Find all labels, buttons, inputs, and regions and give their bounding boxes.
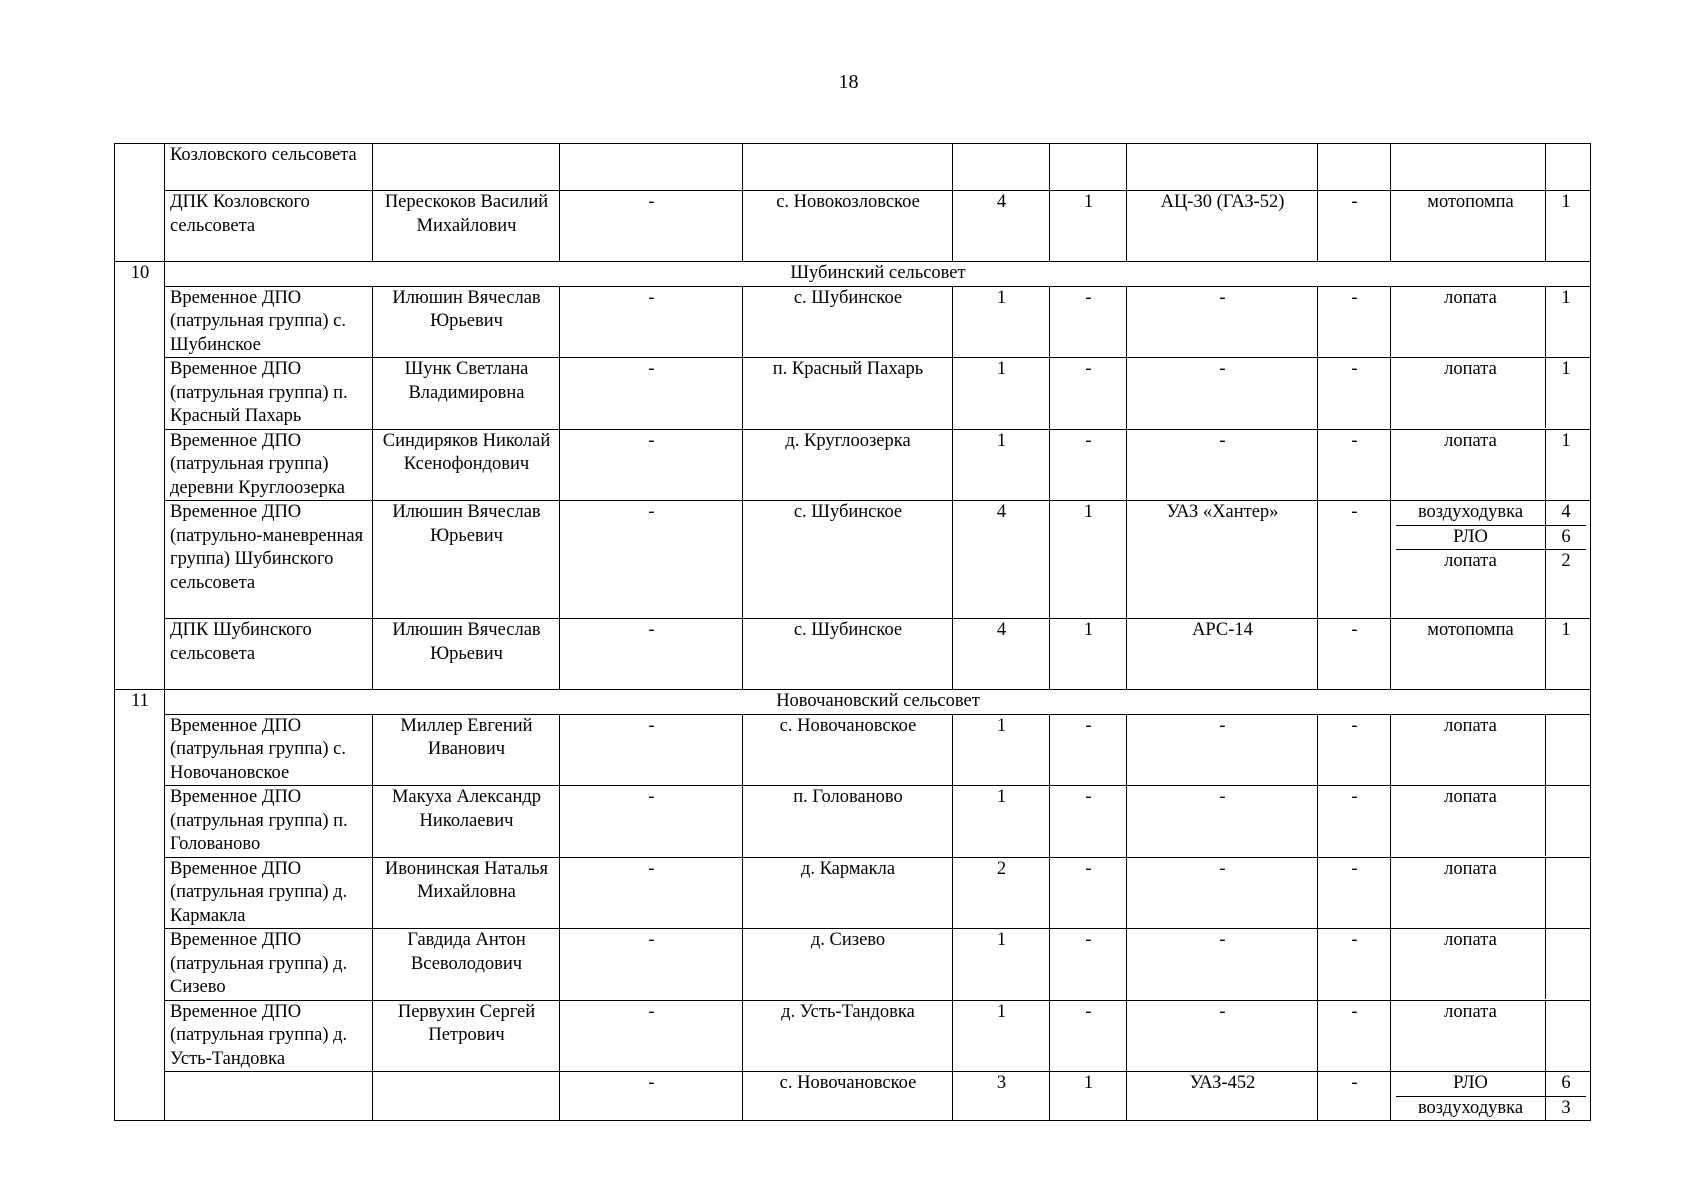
- units-cell: -: [1050, 429, 1127, 501]
- location-cell: с. Шубинское: [743, 619, 953, 690]
- head-cell: Макуха Александр Николаевич: [373, 786, 560, 858]
- equipment-count: [1546, 1001, 1587, 1071]
- equipment-cell: [1391, 1000, 1591, 1072]
- head-cell: Перескоков Василий Михайлович: [373, 191, 560, 262]
- col3-cell: -: [560, 929, 743, 1001]
- org-name-cell: Временное ДПО (патрульная группа) с. Новочановское: [165, 714, 373, 786]
- col3-cell: -: [560, 1072, 743, 1121]
- vehicle-cell: -: [1127, 857, 1318, 929]
- equipment-name: лопата: [1444, 1001, 1497, 1022]
- number-cell: [115, 144, 165, 262]
- col8-cell: [1318, 144, 1391, 191]
- vehicle-cell: -: [1127, 1000, 1318, 1072]
- org-name-cell: Временное ДПО (патрульная группа) п. Красный Пахарь: [165, 358, 373, 430]
- equipment-name: мотопомпа: [1427, 192, 1514, 212]
- equipment-count: 1: [1546, 191, 1587, 261]
- vehicle-cell: -: [1127, 286, 1318, 358]
- units-cell: 1: [1050, 1072, 1127, 1121]
- equipment-name: лопата: [1444, 787, 1497, 807]
- units-cell: -: [1050, 358, 1127, 430]
- table-row: [115, 1000, 1591, 1072]
- head-cell: Илюшин Вячеслав Юрьевич: [373, 501, 560, 619]
- table-row: [115, 857, 1591, 929]
- head-cell: Гавдида Антон Всеволодович: [373, 929, 560, 1001]
- col3-cell: -: [560, 286, 743, 358]
- org-name-cell: [165, 1072, 373, 1121]
- equipment-cell: [1391, 191, 1591, 262]
- people-cell: 1: [953, 929, 1050, 1001]
- equipment-name: лопата: [1444, 858, 1497, 879]
- section-number: 11: [115, 690, 165, 1121]
- head-cell: Шунк Светлана Владимировна: [373, 358, 560, 430]
- org-name-cell: Временное ДПО (патрульная группа) деревни Круглоозерка: [165, 429, 373, 501]
- col3-cell: -: [560, 786, 743, 858]
- vehicle-cell: АРС-14: [1127, 619, 1318, 690]
- units-cell: -: [1050, 786, 1127, 858]
- page-number: 18: [838, 71, 859, 93]
- equipment-cell: [1391, 929, 1591, 1001]
- head-cell: [373, 144, 560, 191]
- org-name-cell: Временное ДПО (патрульная группа) п. Голованово: [165, 786, 373, 858]
- people-cell: 4: [953, 619, 1050, 690]
- col8-cell: -: [1318, 619, 1391, 690]
- location-cell: с. Новочановское: [743, 714, 953, 786]
- equipment-name: воздуходувка: [1417, 502, 1524, 522]
- col8-cell: -: [1318, 929, 1391, 1001]
- people-cell: 1: [953, 786, 1050, 858]
- units-cell: -: [1050, 714, 1127, 786]
- location-cell: с. Шубинское: [743, 286, 953, 358]
- equipment-count: [1546, 786, 1587, 856]
- col8-cell: -: [1318, 286, 1391, 358]
- people-cell: 1: [953, 429, 1050, 501]
- org-name-cell: ДПК Козловского сельсовета: [165, 191, 373, 262]
- vehicle-cell: -: [1127, 786, 1318, 858]
- location-cell: д. Усть-Тандовка: [743, 1000, 953, 1072]
- col8-cell: -: [1318, 429, 1391, 501]
- people-cell: 2: [953, 857, 1050, 929]
- table-row: [115, 501, 1591, 619]
- equipment-count: 6: [1546, 525, 1587, 550]
- table-row: [115, 1072, 1591, 1121]
- col8-cell: -: [1318, 786, 1391, 858]
- table-row: [115, 144, 1591, 191]
- equipment-count: 6: [1546, 1072, 1587, 1096]
- location-cell: с. Шубинское: [743, 501, 953, 619]
- equipment-count: [1546, 929, 1587, 999]
- equipment-name: РЛО: [1453, 1073, 1488, 1093]
- equipment-cell: [1391, 358, 1591, 430]
- units-cell: -: [1050, 857, 1127, 929]
- head-cell: Первухин Сергей Петрович: [373, 1000, 560, 1072]
- head-cell: [373, 1072, 560, 1121]
- head-cell: Илюшин Вячеслав Юрьевич: [373, 619, 560, 690]
- equipment-cell: [1391, 429, 1591, 501]
- org-name-cell: Временное ДПО (патрульная группа) с. Шубинское: [165, 286, 373, 358]
- location-cell: д. Сизево: [743, 929, 953, 1001]
- col8-cell: -: [1318, 857, 1391, 929]
- units-cell: 1: [1050, 619, 1127, 690]
- table-body: [115, 144, 1591, 1121]
- equipment-name: лопата: [1444, 930, 1497, 950]
- table-row: [115, 191, 1591, 262]
- people-cell: 1: [953, 358, 1050, 430]
- people-cell: 4: [953, 191, 1050, 262]
- col8-cell: -: [1318, 358, 1391, 430]
- equipment-count: 3: [1546, 1096, 1587, 1120]
- col8-cell: -: [1318, 1000, 1391, 1072]
- head-cell: Илюшин Вячеслав Юрьевич: [373, 286, 560, 358]
- units-cell: 1: [1050, 501, 1127, 619]
- col3-cell: -: [560, 191, 743, 262]
- equipment-cell: [1391, 619, 1591, 690]
- equipment-name: лопата: [1444, 287, 1497, 308]
- people-cell: 3: [953, 1072, 1050, 1121]
- units-cell: -: [1050, 1000, 1127, 1072]
- table-row: [115, 619, 1591, 690]
- equipment-count: 1: [1546, 358, 1587, 428]
- location-cell: п. Голованово: [743, 786, 953, 858]
- people-cell: 1: [953, 714, 1050, 786]
- head-cell: Миллер Евгений Иванович: [373, 714, 560, 786]
- equipment-name: РЛО: [1396, 525, 1546, 550]
- vehicle-cell: -: [1127, 358, 1318, 430]
- col8-cell: -: [1318, 1072, 1391, 1121]
- equipment-cell: [1391, 1072, 1591, 1121]
- equipment-count: [1546, 858, 1587, 928]
- col3-cell: -: [560, 358, 743, 430]
- vehicle-cell: УАЗ-452: [1127, 1072, 1318, 1121]
- equipment-cell: [1391, 501, 1591, 619]
- vehicle-cell: АЦ-30 (ГАЗ-52): [1127, 191, 1318, 262]
- location-cell: д. Кармакла: [743, 857, 953, 929]
- equipment-cell: [1391, 857, 1591, 929]
- vehicle-cell: -: [1127, 929, 1318, 1001]
- people-cell: 4: [953, 501, 1050, 619]
- equipment-count: [1546, 144, 1587, 190]
- vehicle-cell: -: [1127, 714, 1318, 786]
- col8-cell: -: [1318, 714, 1391, 786]
- equipment-cell: [1391, 714, 1591, 786]
- equipment-count: 4: [1546, 501, 1587, 525]
- equipment-count: 2: [1546, 550, 1587, 619]
- people-cell: 1: [953, 1000, 1050, 1072]
- equipment-name: лопата: [1444, 359, 1497, 379]
- location-cell: с. Новочановское: [743, 1072, 953, 1121]
- col3-cell: -: [560, 429, 743, 501]
- table-row: [115, 429, 1591, 501]
- vehicle-cell: [1127, 144, 1318, 191]
- section-header-row: [115, 262, 1591, 287]
- vehicle-cell: УАЗ «Хантер»: [1127, 501, 1318, 619]
- location-cell: п. Красный Пахарь: [743, 358, 953, 430]
- equipment-count: [1546, 715, 1587, 785]
- org-name-cell: Временное ДПО (патрульно-маневренная группа) Шубинского сельсовета: [165, 501, 373, 619]
- location-cell: с. Новокозловское: [743, 191, 953, 262]
- equipment-name: лопата: [1396, 550, 1546, 619]
- section-number: 10: [115, 262, 165, 690]
- section-title: Шубинский сельсовет: [165, 262, 1591, 287]
- equipment-name: лопата: [1444, 715, 1497, 736]
- col3-cell: -: [560, 619, 743, 690]
- head-cell: Ивонинская Наталья Михайловна: [373, 857, 560, 929]
- col8-cell: -: [1318, 191, 1391, 262]
- location-cell: [743, 144, 953, 191]
- vehicle-cell: -: [1127, 429, 1318, 501]
- col3-cell: -: [560, 857, 743, 929]
- resources-table: [114, 143, 1591, 1121]
- units-cell: [1050, 144, 1127, 191]
- col3-cell: -: [560, 1000, 743, 1072]
- table-row: [115, 929, 1591, 1001]
- col3-cell: -: [560, 714, 743, 786]
- equipment-count: 1: [1546, 619, 1587, 689]
- equipment-cell: [1391, 286, 1591, 358]
- col3-cell: -: [560, 501, 743, 619]
- org-name-cell: Временное ДПО (патрульная группа) д. Кармакла: [165, 857, 373, 929]
- org-name-cell: Временное ДПО (патрульная группа) д. Сизево: [165, 929, 373, 1001]
- equipment-count: 1: [1546, 287, 1587, 357]
- col8-cell: -: [1318, 501, 1391, 619]
- table-row: [115, 714, 1591, 786]
- people-cell: [953, 144, 1050, 191]
- equipment-cell: [1391, 786, 1591, 858]
- equipment-name: мотопомпа: [1427, 620, 1514, 640]
- units-cell: 1: [1050, 191, 1127, 262]
- col3-cell: [560, 144, 743, 191]
- head-cell: Синдиряков Николай Ксенофондович: [373, 429, 560, 501]
- org-name-cell: ДПК Шубинского сельсовета: [165, 619, 373, 690]
- equipment-count: 1: [1546, 430, 1587, 500]
- equipment-cell: [1391, 144, 1591, 191]
- table-row: [115, 358, 1591, 430]
- equipment-name: лопата: [1444, 430, 1497, 451]
- section-header-row: [115, 690, 1591, 715]
- org-name-cell: Козловского сельсовета: [165, 144, 373, 191]
- location-cell: д. Круглоозерка: [743, 429, 953, 501]
- equipment-name: воздуходувка: [1396, 1096, 1546, 1120]
- org-name-cell: Временное ДПО (патрульная группа) д. Усть-Тандовка: [165, 1000, 373, 1072]
- table-row: [115, 786, 1591, 858]
- people-cell: 1: [953, 286, 1050, 358]
- table-row: [115, 286, 1591, 358]
- equipment-name: [1396, 144, 1546, 190]
- units-cell: -: [1050, 286, 1127, 358]
- units-cell: -: [1050, 929, 1127, 1001]
- section-title: Новочановский сельсовет: [165, 690, 1591, 715]
